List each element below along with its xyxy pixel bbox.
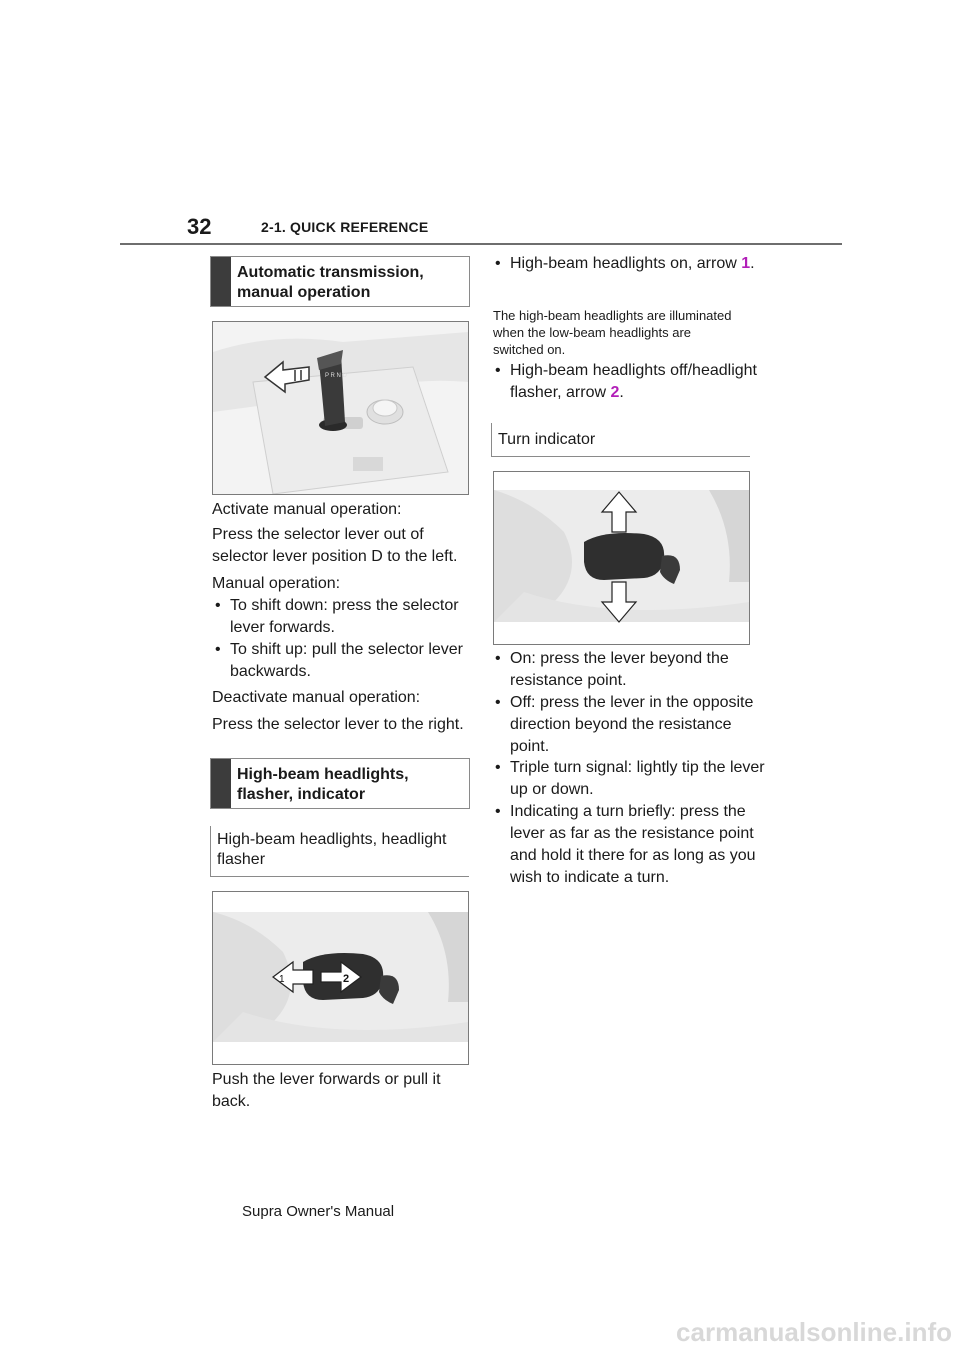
heading-text: Automatic transmission, manual operation (237, 264, 424, 301)
section-title: 2-1. QUICK REFERENCE (261, 219, 429, 235)
bullet-high-beam-on (492, 253, 765, 275)
paragraph-push-lever: Push the lever forwards or pull it back. (212, 1071, 441, 1110)
page-number: 32 (187, 214, 212, 239)
bullet-text: High-beam headlights off/headlight flasher, arrow (510, 362, 757, 401)
svg-text:P R N D: P R N D (325, 373, 347, 379)
arrow-number-1: 1 (741, 255, 751, 272)
bullet-high-beam-off (492, 360, 765, 404)
bullet-shift-down: • To shift down: press the selector lever forwards. (212, 595, 480, 639)
high-beam-lever-illustration (212, 891, 469, 1065)
turn-indicator-illustration (493, 471, 750, 645)
header-divider (120, 243, 842, 245)
gear-selector-illustration (212, 321, 469, 495)
watermark: carmanualsonline.info (676, 1317, 952, 1347)
bullet-turn-on: • On: press the lever beyond the resistance point. (492, 648, 765, 692)
subheading-high-beam (210, 826, 469, 877)
subheading-text: Turn indicator (498, 431, 596, 448)
bullet-turn-off: • Off: press the lever in the opposite direction beyond the resistance point. (492, 692, 765, 758)
arrow-label-1: 1 (279, 974, 285, 985)
bullet-triple-signal: • Triple turn signal: lightly tip the lever up or down. (492, 757, 765, 801)
bullet-brief-indicate: • Indicating a turn briefly: press the lever as far as the resistance point and hold it there for as long as you wish to indicate a turn. (492, 801, 765, 889)
paragraph-deactivate: Deactivate manual operation: (212, 689, 421, 706)
heading-bar (211, 257, 231, 306)
arrow-label-2: 2 (343, 973, 350, 985)
paragraph-activate: Activate manual operation: (212, 501, 402, 518)
heading-bar (211, 759, 231, 808)
bullet-text: High-beam headlights on, arrow (510, 255, 737, 272)
bullet-shift-up: • To shift up: pull the selector lever backwards. (212, 639, 480, 683)
note-high-beam: The high-beam headlights are illuminated when the low-beam headlights are switched on. (493, 308, 732, 357)
section-heading-transmission (210, 256, 470, 307)
subheading-turn-indicator (491, 423, 750, 457)
bullet-end: . (750, 255, 755, 272)
paragraph-press-out: Press the selector lever out of selector lever position D to the left. (212, 526, 458, 565)
heading-text: High-beam headlights, flasher, indicator (237, 766, 409, 803)
paragraph-press-right: Press the selector lever to the right. (212, 716, 464, 733)
footer-manual-title: Supra Owner's Manual (242, 1203, 395, 1220)
subheading-text: High-beam headlights, headlight flasher (217, 831, 447, 868)
bullet-end: . (619, 384, 624, 401)
paragraph-manual: Manual operation: (212, 575, 341, 592)
section-heading-headlights (210, 758, 470, 809)
arrow-number-2: 2 (610, 384, 620, 401)
